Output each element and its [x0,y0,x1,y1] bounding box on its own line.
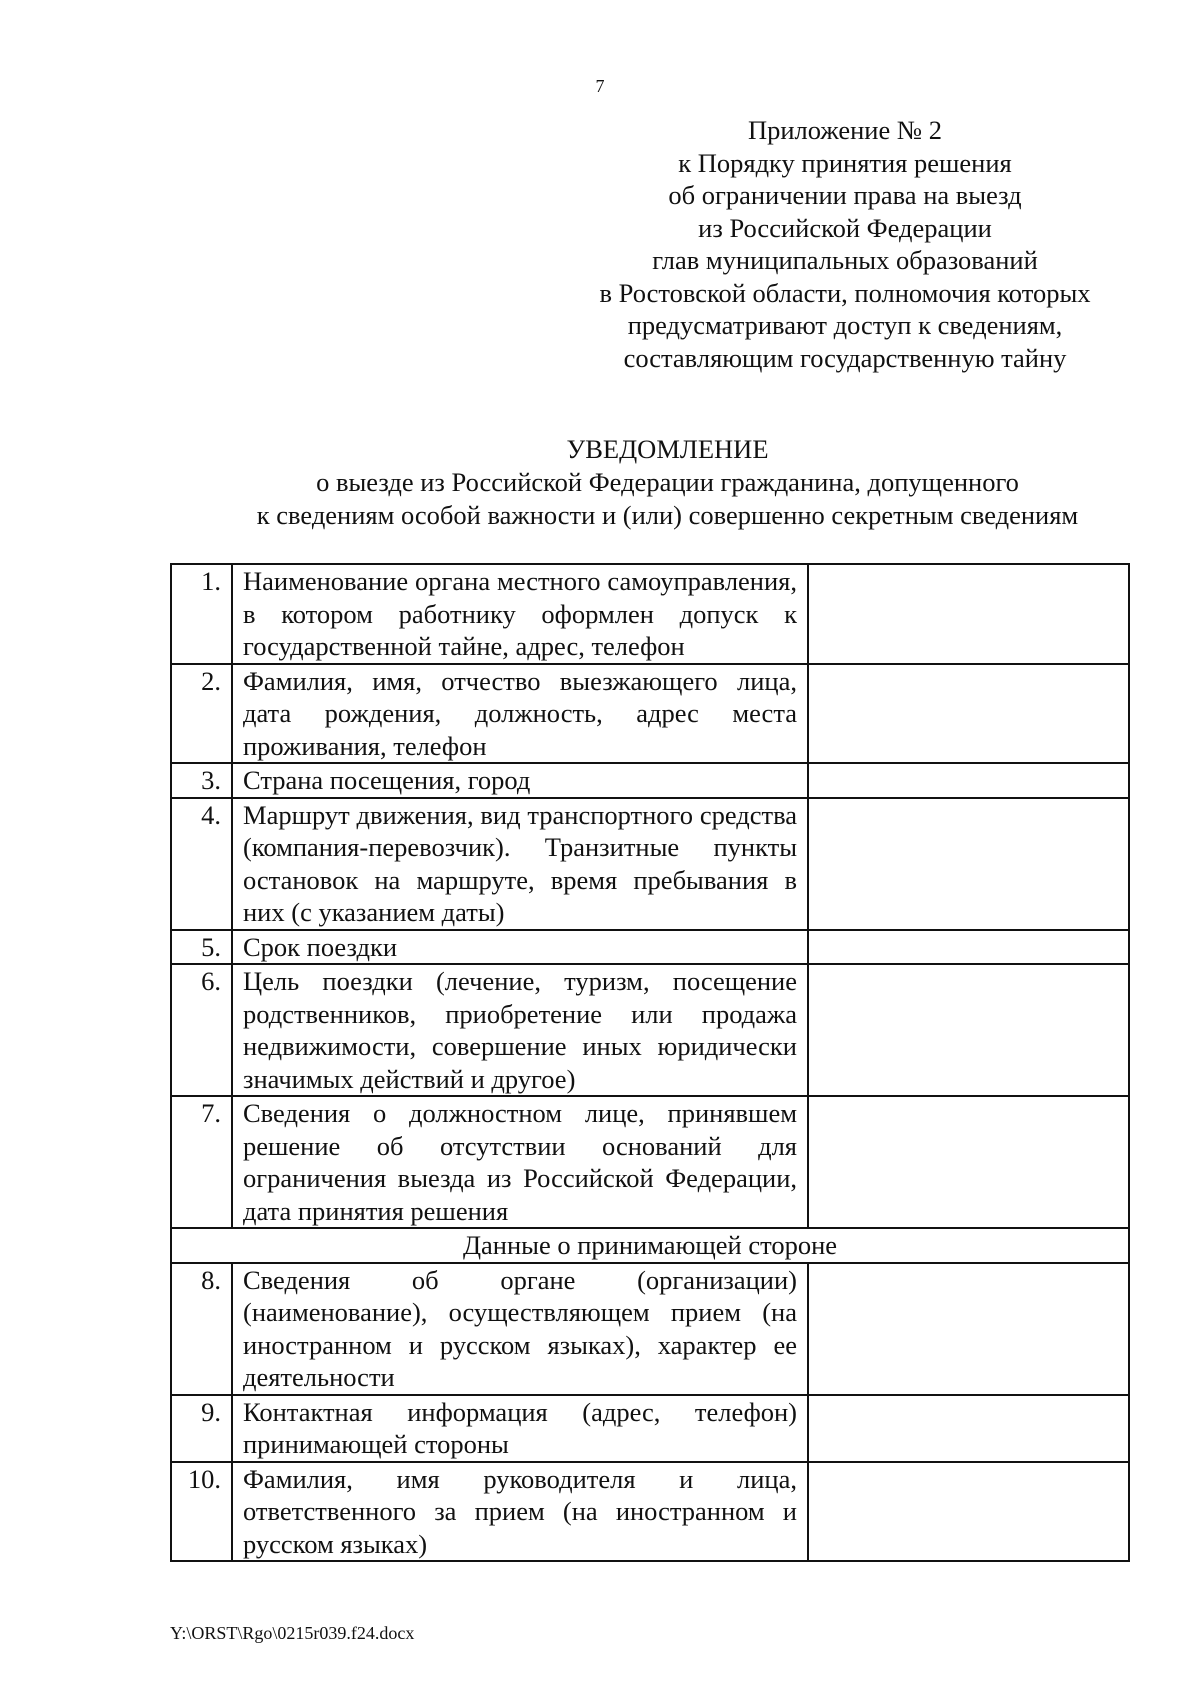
row-description: Сведения о должностном лице, принявшем решение об отсутствии оснований для ограничения выезда из Российской Федерации, дата принятия решения [232,1096,808,1228]
row-description: Фамилия, имя, отчество выезжающего лица, дата рождения, должность, адрес места проживания, телефон [232,664,808,764]
table-row [171,664,1129,764]
page-number: 7 [595,76,605,96]
appendix-header [565,114,1125,374]
table-row [171,763,1129,798]
appendix-line: предусматривают доступ к сведениям, [627,310,1063,340]
row-number: 5. [171,930,232,965]
row-description: Сведения об органе (организации) (наименование), осуществляющем прием (на иностранном и русском языках), характер ее деятельности [232,1263,808,1395]
row-value-cell[interactable] [808,1263,1129,1395]
appendix-line: Приложение № 2 [747,115,942,145]
row-value-cell[interactable] [808,798,1129,930]
row-number: 4. [171,798,232,930]
section-header-row [171,1228,1129,1263]
table-row [171,1096,1129,1228]
appendix-line: к Порядку принятия решения [678,147,1012,178]
row-value-cell[interactable] [808,664,1129,764]
notice-subtitle-line: о выезде из Российской Федерации гражданина, допущенного [316,467,1019,497]
row-value-cell[interactable] [808,564,1129,664]
notice-subtitle-line: к сведениям особой важности и (или) совершенно секретным сведениям [256,500,1079,530]
row-number: 7. [171,1096,232,1228]
row-description: Маршрут движения, вид транспортного средства (компания-перевозчик). Транзитные пункты остановок на маршруте, время пребывания в них (с указанием даты) [232,798,808,930]
footer-file-path: Y:\ORST\Rgo\0215r039.f24.docx [170,1623,415,1643]
row-number: 9. [171,1395,232,1462]
row-value-cell[interactable] [808,930,1129,965]
row-value-cell[interactable] [808,1395,1129,1462]
notice-form-table [170,563,1130,1562]
table-row [171,930,1129,965]
table-row [171,1395,1129,1462]
appendix-line: в Ростовской области, полномочия которых [599,277,1091,308]
table-row [171,798,1129,930]
row-description: Цель поездки (лечение, туризм, посещение родственников, приобретение или продажа недвижимости, совершение иных юридически значимых действий и другое) [232,964,808,1096]
row-description: Контактная информация (адрес, телефон) принимающей стороны [232,1395,808,1462]
row-number: 10. [171,1462,232,1562]
row-number: 2. [171,664,232,764]
row-number: 3. [171,763,232,798]
row-description: Наименование органа местного самоуправления, в котором работнику оформлен допуск к государственной тайне, адрес, телефон [232,564,808,664]
row-value-cell[interactable] [808,1462,1129,1562]
appendix-line: глав муниципальных образований [652,245,1038,275]
row-number: 1. [171,564,232,664]
appendix-line: составляющим государственную тайну [623,342,1067,373]
row-number: 8. [171,1263,232,1395]
notice-heading [175,433,1160,532]
appendix-line: об ограничении права на выезд [668,180,1022,210]
table-row [171,564,1129,664]
section-header: Данные о принимающей стороне [171,1228,1129,1263]
notice-title: УВЕДОМЛЕНИЕ [566,434,769,464]
row-value-cell[interactable] [808,964,1129,1096]
row-value-cell[interactable] [808,763,1129,798]
appendix-line: из Российской Федерации [698,212,992,243]
table-row [171,1263,1129,1395]
row-description: Фамилия, имя руководителя и лица, ответственного за прием (на иностранном и русском языках) [232,1462,808,1562]
table-row [171,964,1129,1096]
table-row [171,1462,1129,1562]
row-number: 6. [171,964,232,1096]
row-description: Срок поездки [232,930,808,965]
row-description: Страна посещения, город [232,763,808,798]
row-value-cell[interactable] [808,1096,1129,1228]
